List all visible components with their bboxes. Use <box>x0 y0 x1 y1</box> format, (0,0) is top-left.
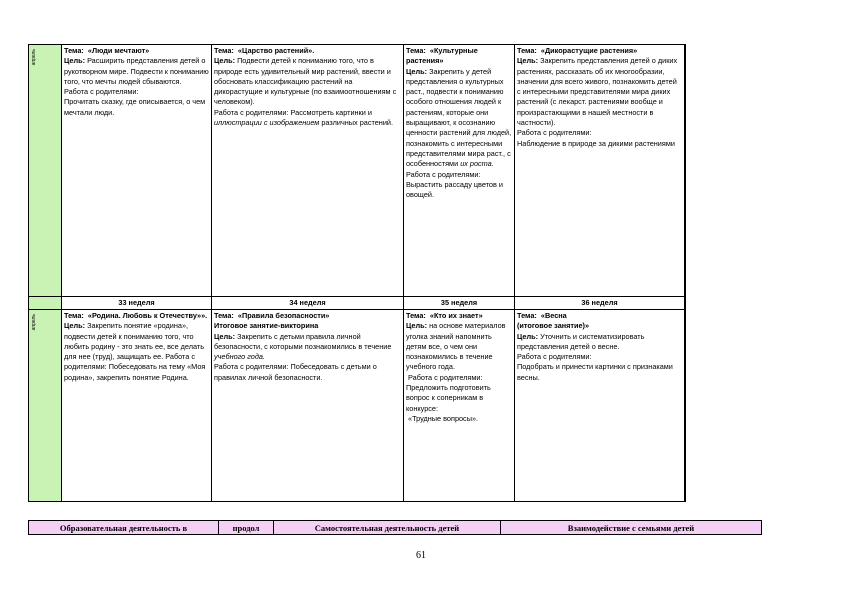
plan-table <box>28 44 686 502</box>
page-number: 61 <box>416 550 426 561</box>
goal-text: Расширить представления детей о рукотворном мире. Подвести к пониманию того, что мечты людей сбываются. <box>64 56 209 86</box>
theme-title: «Культурные растения» <box>406 46 478 66</box>
week-label: 36 неделя <box>581 298 618 307</box>
parents-label: Работа с родителями: <box>517 128 592 138</box>
section-header-table <box>28 520 762 535</box>
theme-subtitle: (итоговое занятие)» <box>517 321 590 331</box>
month-label: апрель <box>31 314 37 331</box>
plan-cell: Тема: «Родина. Любовь к Отечеству»». Цель: Закрепить понятие «родина», подвести детей к пониманию того, что любить родину - это знать ее, все делать для нее (труд), защищать ее. Работа с родителями: Побеседовать на тему «Моя родина», закрепить понятие Родина. <box>62 310 212 502</box>
theme-subtitle: Итоговое занятие-викторина <box>214 321 319 331</box>
theme-title: «Люди мечтают» <box>87 46 150 55</box>
month-side-cell <box>29 310 62 502</box>
header-families: Взаимодействие с семьями детей <box>501 521 762 535</box>
week-cell <box>404 297 515 310</box>
parents-label: Работа с родителями: <box>408 372 483 382</box>
week-cell <box>212 297 404 310</box>
parents-label: Работа с родителями: <box>214 362 289 372</box>
header-educational: Образовательная деятельность в <box>29 521 219 535</box>
parents-text: Прочитать сказку, где описывается, о чем мечтали люди. <box>64 97 206 117</box>
goal-text: Закрепить у детей представления о культурных раст., подвести к пониманию особого отношения людей к растениям, которые они выращивают, к осознанию ценности растений для людей, познакомить с интересными представителями мира раст., с особенностями <box>406 66 512 169</box>
parents-text: Побеседовать с детьми о правилах личной безопасности. <box>214 362 377 382</box>
month-side-cell <box>29 45 62 297</box>
month-label: апрель <box>31 49 37 66</box>
theme-title: «Правила безопасности» <box>237 311 330 320</box>
header-independent: Самостоятельная деятельность детей <box>274 521 501 535</box>
goal-text: на основе материалов уголка знаний напомнить детям все, о чем они познакомились в течение учебного года. <box>406 321 506 372</box>
empty-cell <box>685 297 686 310</box>
header-continued: продол <box>219 521 274 535</box>
theme-title: «Царство растений». <box>237 46 315 55</box>
plan-cell: Тема: «Кто их знает» Цель: на основе материалов уголка знаний напомнить детям все, о чем они познакомились в течение учебного года. Работа с родителями: Предложить подготовить вопрос к соперникам в конкурсе: «Трудные вопросы». <box>404 310 515 502</box>
parents-label: Работа с родителями: <box>64 87 139 97</box>
theme-title: «Кто их знает» <box>429 311 483 320</box>
parents-text: Предложить подготовить вопрос к соперникам в конкурсе: <box>406 383 491 413</box>
goal-text: Закрепить понятие «родина», подвести детей к пониманию того, что любить родину - это знать ее, все делать для нее (труд), защищать ее. Работа с родителями: Побеседовать на тему «Моя родина», закрепить понятие Родина. <box>64 321 206 382</box>
week-cell <box>515 297 685 310</box>
theme-title: «Родина. Любовь к Отечеству»». <box>87 311 208 320</box>
parents-label: Работа с родителями: <box>214 107 289 117</box>
theme-title: «Дикорастущие растения» <box>540 46 638 55</box>
parents-text: Вырастить рассаду цветов и овощей. <box>406 179 503 200</box>
parents-label: Работа с родителями: <box>406 169 481 179</box>
parents-text: Наблюдение в природе за дикими растениями <box>517 138 675 148</box>
week-row <box>29 297 686 310</box>
week-cell <box>62 297 212 310</box>
plan-cell: Тема: «Царство растений». Цель: Подвести детей к пониманию того, что в природе есть удивительный мир растений, ввести и обосновать классификацию растений на дикорастущие и культурные (по взаимоотношениям с человеком). Работа с родителями: Рассмотреть картинки и иллюстрации с изображением различных растений. <box>212 45 404 297</box>
parents-text: Подобрать и принести картинки с признаками весны. <box>517 362 673 382</box>
plan-cell: Тема: «Весна (итоговое занятие)» Цель: Уточнить и систематизировать представления детей о весне. Работа с родителями: Подобрать и принести картинки с признаками весны. <box>515 310 685 502</box>
goal-text: Закрепить представления детей о диких растениях, рассказать об их многообразии, значении для всего живого, познакомить детей с интересными представителями мира диких растений (с лекарст. растениями вообще и произрастающими в нашей местности в частности). <box>517 56 678 128</box>
plan-cell: Тема: «Дикорастущие растения» Цель: Закрепить представления детей о диких растениях, рассказать об их многообразии, значении для всего живого, познакомить детей с интересными представителями мира диких растений (с лекарст. растениями вообще и произрастающими в нашей местности в частности). Работа с родителями: Наблюдение в природе за дикими растениями <box>515 45 685 297</box>
parents-quote: «Трудные вопросы». <box>408 413 479 423</box>
theme-title: «Весна <box>540 311 567 320</box>
table-row <box>29 45 686 297</box>
plan-cell: Тема: «Культурные растения» Цель: Закрепить у детей представления о культурных раст., подвести к пониманию особого отношения людей к растениям, которые они выращивают, к осознанию ценности растений для людей, познакомить с интересными представителями мира раст., с особенностями их роста. Работа с родителями: Вырастить рассаду цветов и овощей. <box>404 45 515 297</box>
parents-label: Работа с родителями: <box>517 352 592 362</box>
plan-cell: Тема: «Правила безопасности» Итоговое занятие-викторина Цель: Закрепить с детьми правила личной безопасности, с которыми познакомились в течение учебного года. Работа с родителями: Побеседовать с детьми о правилах личной безопасности. <box>212 310 404 502</box>
plan-cell: Тема: «Люди мечтают» Цель: Расширить представления детей о рукотворном мире. Подвести к пониманию того, что мечты людей сбываются. Работа с родителями: Прочитать сказку, где описывается, о чем мечтали люди. <box>62 45 212 297</box>
table-row <box>29 521 762 535</box>
week-label: 35 неделя <box>440 298 478 307</box>
empty-cell <box>685 310 686 502</box>
goal-text: Уточнить и систематизировать представления детей о весне. <box>517 331 645 351</box>
goal-text: Подвести детей к пониманию того, что в природе есть удивительный мир растений, ввести и обосновать классификацию растений на дикорастущие и культурные (по взаимоотношениям с человеком). <box>214 56 397 107</box>
week-label: 34 неделя <box>289 298 326 307</box>
table-row <box>29 310 686 502</box>
goal-text: Закрепить с детьми правила личной безопасности, с которыми познакомились в течение <box>214 331 392 351</box>
week-label: 33 неделя <box>118 298 155 307</box>
empty-cell <box>685 45 686 297</box>
month-side-cell <box>29 297 62 310</box>
